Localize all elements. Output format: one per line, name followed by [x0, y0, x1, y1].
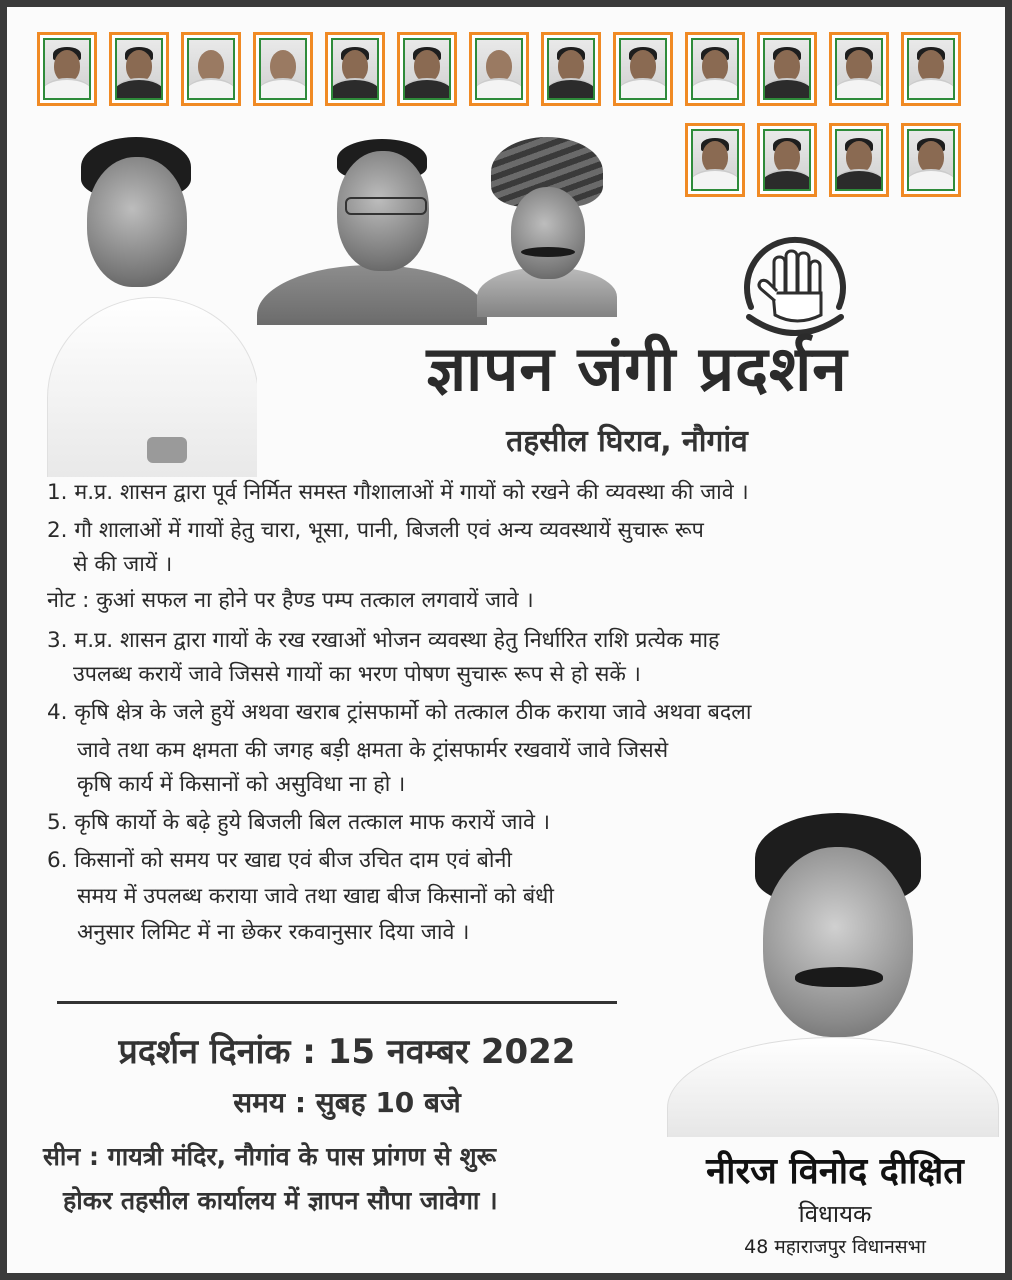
event-venue-line2: होकर तहसील कार्यालय में ज्ञापन सौपा जावेगा । [63, 1186, 498, 1215]
demand-line: 3. म.प्र. शासन द्वारा गायों के रख रखाओं भोजन व्यवस्था हेतु निर्धारित राशि प्रत्येक माह [47, 628, 720, 653]
leader-thumbnail [829, 32, 889, 106]
leader-thumbnail [685, 32, 745, 106]
leader-thumbnail [253, 32, 313, 106]
leader-portrait-center [257, 135, 487, 325]
demand-line: उपलब्ध करायें जावे जिससे गायों का भरण पोषण सुचारू रूप से हो सकें । [73, 662, 641, 687]
leader-thumbnail [685, 123, 745, 197]
demand-line: कृषि कार्य में किसानों को असुविधा ना हो । [77, 772, 406, 797]
demand-line: से की जायें । [73, 552, 173, 577]
mla-role: विधायक [798, 1200, 872, 1228]
demand-note: नोट : कुआं सफल ना होने पर हैण्ड पम्प तत्काल लगवायें जावे । [47, 588, 534, 613]
leader-thumbnail [613, 32, 673, 106]
demand-line: 4. कृषि क्षेत्र के जले हुयें अथवा खराब ट्रांसफार्मो को तत्काल ठीक कराया जावे अथवा बदला [47, 700, 752, 725]
poster-subtitle: तहसील घिराव, नौगांव [506, 424, 748, 459]
leader-portrait-left [37, 127, 257, 477]
leader-portrait-turban [477, 137, 617, 317]
demand-line: जावे तथा कम क्षमता की जगह बड़ी क्षमता के ट्रांसफार्मर रखवायें जावे जिससे [77, 738, 669, 763]
leader-thumbnail [325, 32, 385, 106]
leader-thumbnail [829, 123, 889, 197]
leader-thumbnail [37, 32, 97, 106]
leader-thumbnail [181, 32, 241, 106]
demand-line: 6. किसानों को समय पर खाद्य एवं बीज उचित दाम एवं बोनी [47, 848, 512, 873]
leader-thumbnail [541, 32, 601, 106]
leader-thumbnail [757, 32, 817, 106]
mla-constituency: 48 महाराजपुर विधानसभा [744, 1236, 926, 1258]
leader-thumbnail [757, 123, 817, 197]
leader-thumbnail [397, 32, 457, 106]
leader-thumbnail [901, 123, 961, 197]
event-time: समय : सुबह 10 बजे [233, 1086, 461, 1119]
leader-thumbnail [109, 32, 169, 106]
mla-name: नीरज विनोद दीक्षित [706, 1151, 964, 1192]
demand-line: 5. कृषि कार्यो के बढ़े हुये बिजली बिल तत्काल माफ करायें जावे । [47, 810, 550, 835]
leader-thumbnail [469, 32, 529, 106]
event-venue-line1: सीन : गायत्री मंदिर, नौगांव के पास प्रांगण से शुरू [43, 1142, 497, 1171]
mla-portrait [647, 807, 1007, 1137]
demand-line: अनुसार लिमिट में ना छेकर रकवानुसार दिया जावे । [77, 920, 470, 945]
poster-title: ज्ञापन जंगी प्रदर्शन [426, 332, 848, 405]
event-date: प्रदर्शन दिनांक : 15 नवम्बर 2022 [118, 1032, 576, 1072]
demand-line: 2. गौ शालाओं में गायों हेतु चारा, भूसा, पानी, बिजली एवं अन्य व्यवस्थायें सुचारू रूप [47, 518, 704, 543]
demand-line: समय में उपलब्ध कराया जावे तथा खाद्य बीज किसानों को बंधी [77, 884, 554, 909]
demand-line: 1. म.प्र. शासन द्वारा पूर्व निर्मित समस्त गौशालाओं में गायों को रखने की व्यवस्था की जावे । [47, 480, 749, 505]
section-divider [57, 1001, 617, 1004]
leader-thumbnail [901, 32, 961, 106]
